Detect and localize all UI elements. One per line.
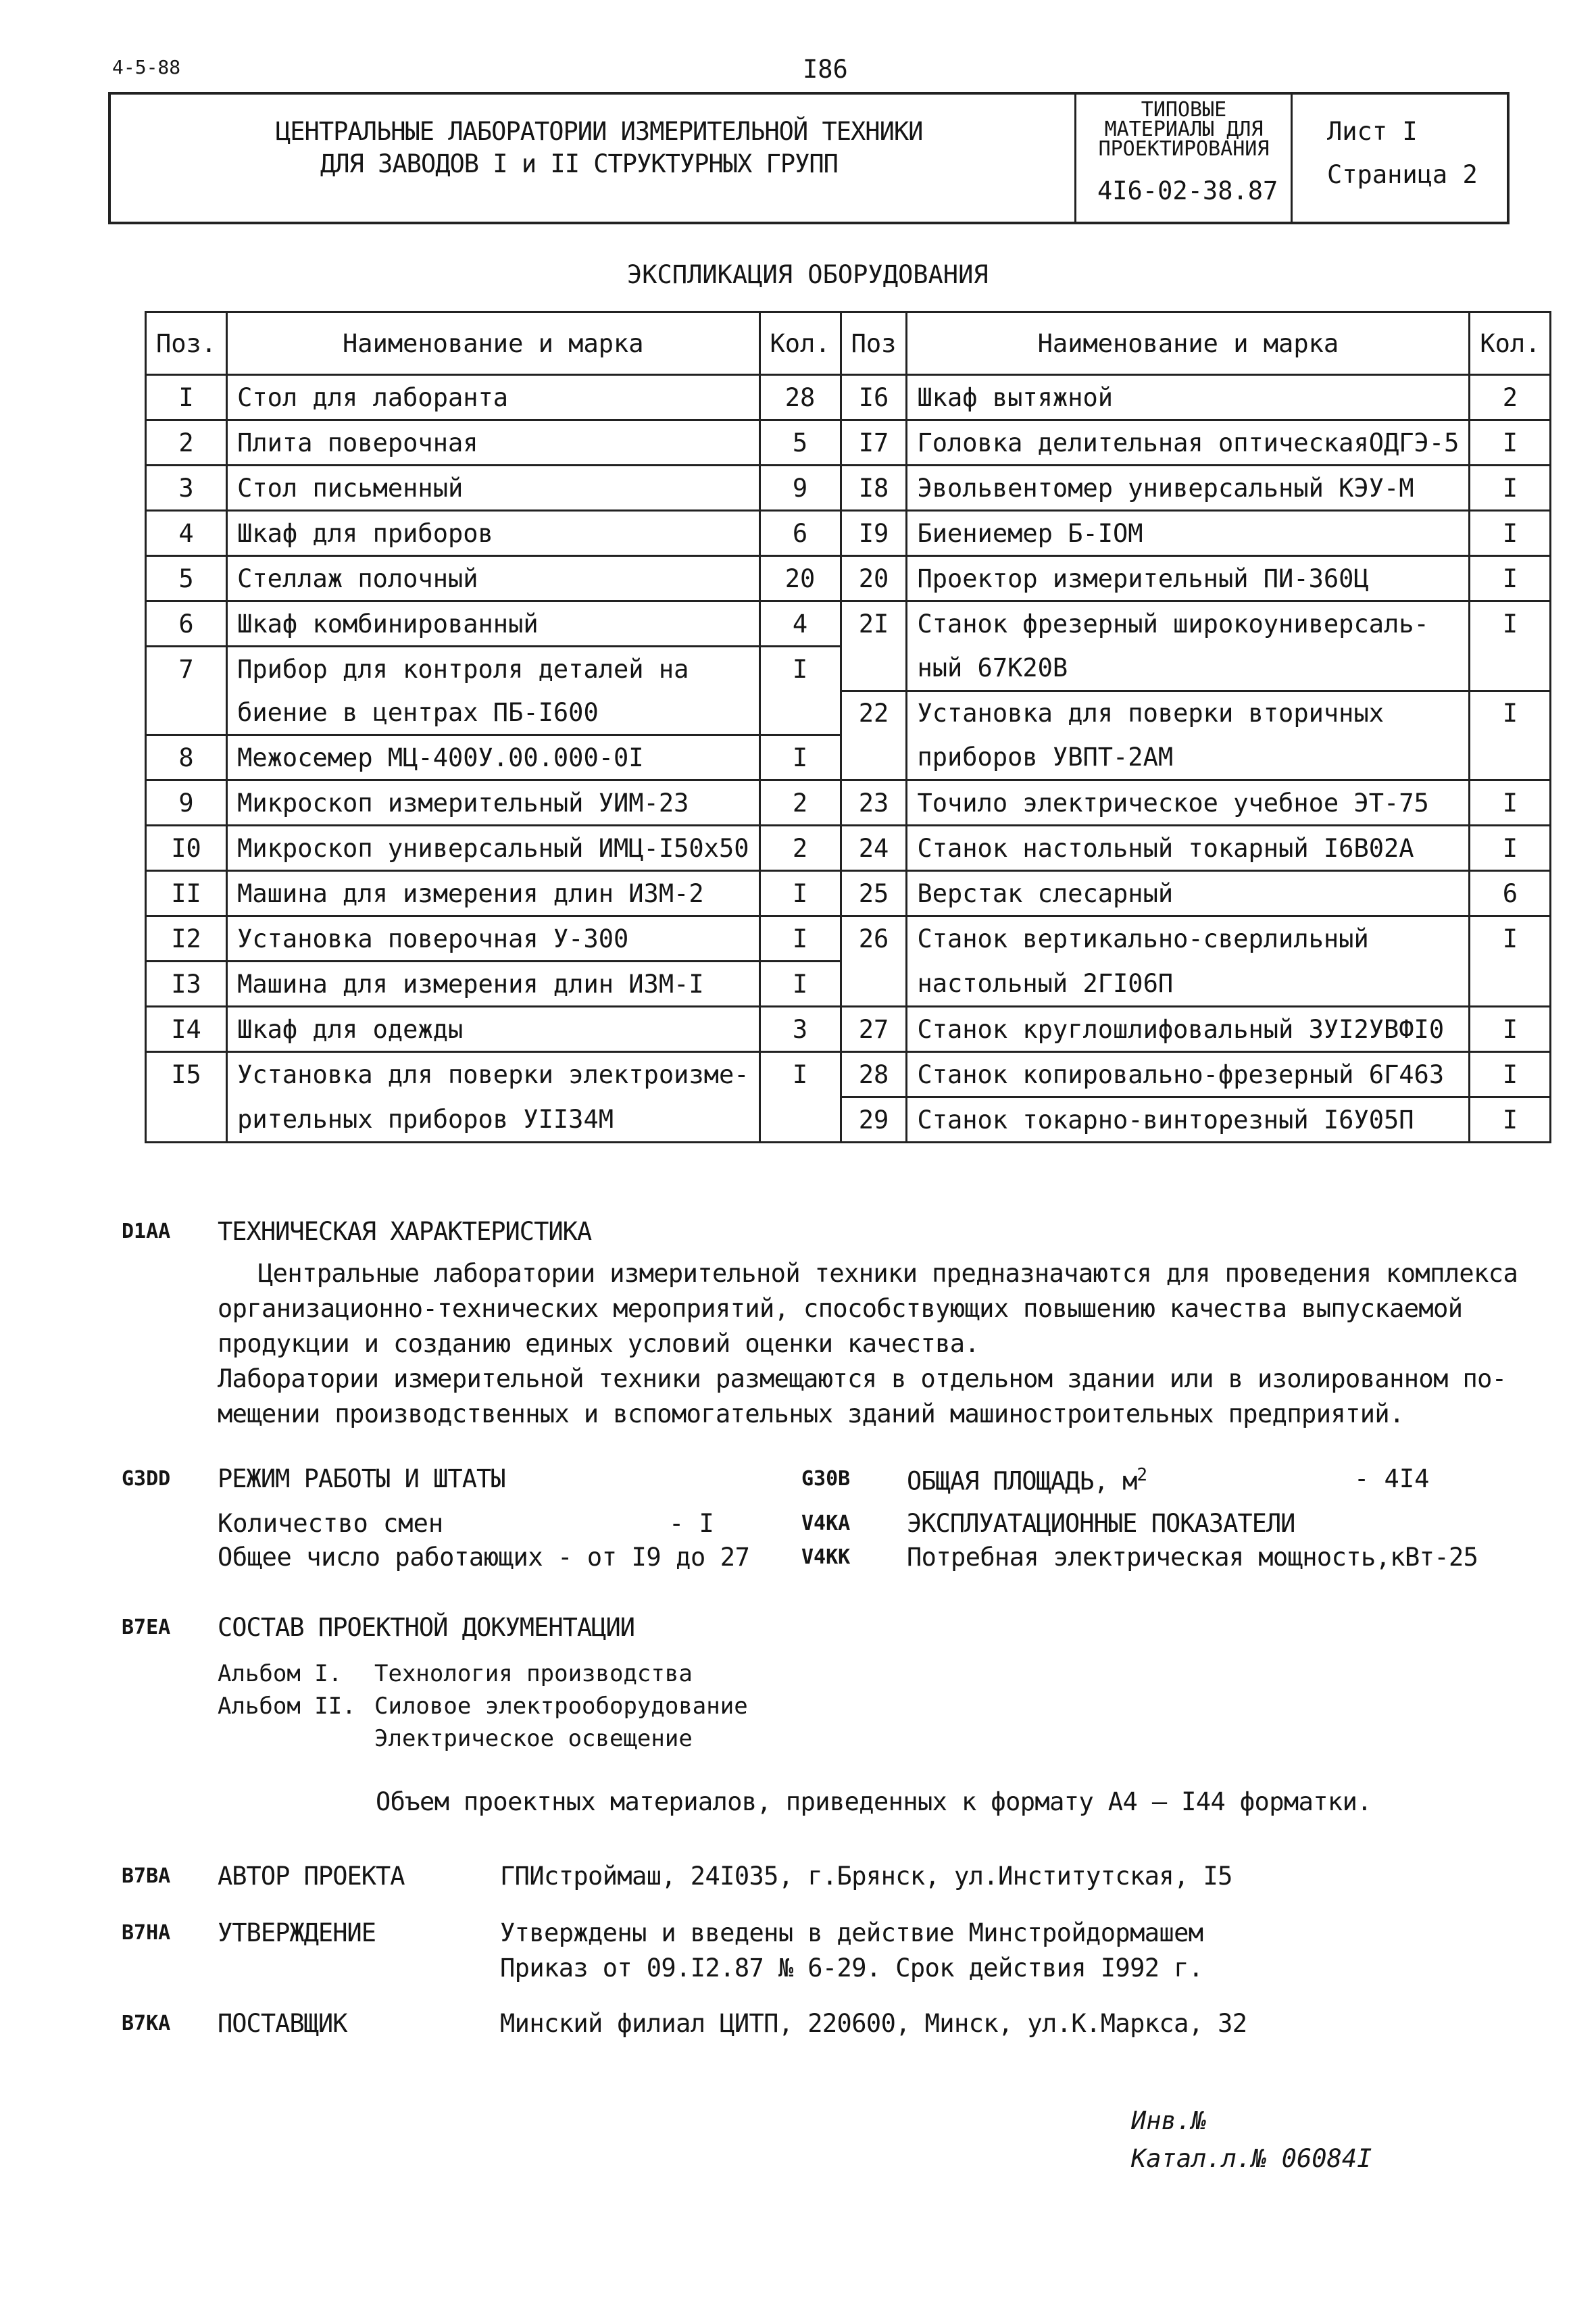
qty-cell: 28: [759, 375, 841, 420]
document-code: 4-5-88: [112, 56, 181, 78]
name-cell: биение в центрах ПБ-I600: [227, 691, 759, 735]
pos-cell-2: 23: [841, 780, 907, 826]
name-cell-2: Верстак слесарный: [907, 871, 1470, 916]
name-cell: Установка для поверки электроизме-: [227, 1052, 759, 1097]
qty-cell: 2: [759, 780, 841, 826]
qty-cell: [759, 1097, 841, 1143]
table-row: [146, 871, 1551, 916]
name-cell: Межосемер МЦ-400У.00.000-0I: [227, 735, 759, 780]
qty-cell-2: I: [1470, 1097, 1551, 1143]
performance-code: V4KA: [801, 1512, 851, 1535]
qty-cell-2: I: [1470, 826, 1551, 871]
composition-code: B7EA: [122, 1616, 171, 1639]
name-cell: Микроскоп измерительный УИМ-23: [227, 780, 759, 826]
name-cell: Микроскоп универсальный ИМЦ-I50x50: [227, 826, 759, 871]
equipment-table: [145, 311, 1551, 1143]
title-block: [108, 92, 1510, 224]
qty-cell-2: I: [1470, 511, 1551, 556]
pos-cell: 9: [146, 780, 227, 826]
name-cell-2: Станок фрезерный широкоуниверсаль-: [907, 601, 1470, 647]
name-cell-2: Биениемер Б-IOM: [907, 511, 1470, 556]
qty-cell: I: [759, 962, 841, 1007]
pos-cell: 4: [146, 511, 227, 556]
name-cell-2: Станок настольный токарный I6В02А: [907, 826, 1470, 871]
qty-cell: 5: [759, 420, 841, 466]
table-row: [146, 962, 1551, 1007]
table-row: [146, 511, 1551, 556]
col-qty: Кол.: [759, 312, 841, 375]
qty-cell-2: I: [1470, 691, 1551, 735]
tech-line-4: Лаборатории измерительной техники размещаются в отдельном здании или в изолированном по-: [218, 1364, 1507, 1393]
name-cell: Машина для измерения длин ИЗМ-2: [227, 871, 759, 916]
author-text: ГПИстроймаш, 24I035, г.Брянск, ул.Институтская, I5: [500, 1862, 1232, 1891]
pos-cell-2: [841, 647, 907, 691]
pos-cell: 6: [146, 601, 227, 647]
table-row: [146, 826, 1551, 871]
name-cell: Установка поверочная У-300: [227, 916, 759, 962]
name-cell-2: Станок вертикально-сверлильный: [907, 916, 1470, 962]
name-cell-2: Установка для поверки вторичных: [907, 691, 1470, 735]
name-cell: Плита поверочная: [227, 420, 759, 466]
name-cell: Стеллаж полочный: [227, 556, 759, 601]
qty-cell: 6: [759, 511, 841, 556]
catalog-number: Катал.л.№ 06084I: [1131, 2144, 1372, 2173]
qty-cell-2: 6: [1470, 871, 1551, 916]
pos-cell-2: 29: [841, 1097, 907, 1143]
name-cell-2: настольный 2ГI06П: [907, 962, 1470, 1007]
page-label: Страница 2: [1327, 160, 1478, 189]
qty-cell: 4: [759, 601, 841, 647]
tech-line-1: Центральные лаборатории измерительной техники предназначаются для проведения комплекса: [258, 1259, 1518, 1288]
pos-cell-2: 26: [841, 916, 907, 962]
area-value: - 4I4: [1354, 1464, 1430, 1493]
table-header-row: [146, 312, 1551, 375]
table-row: [146, 735, 1551, 780]
tech-code: D1AA: [122, 1220, 171, 1243]
supplier-text: Минский филиал ЦИТП, 220600, Минск, ул.К.Маркса, 32: [500, 2009, 1247, 2038]
qty-cell: 20: [759, 556, 841, 601]
qty-cell-2: 2: [1470, 375, 1551, 420]
equipment-title: ЭКСПЛИКАЦИЯ ОБОРУДОВАНИЯ: [627, 260, 989, 289]
col-pos: Поз.: [146, 312, 227, 375]
table-row: [146, 556, 1551, 601]
supplier-label: ПОСТАВЩИК: [218, 2009, 347, 2038]
name-cell-2: Проектор измерительный ПИ-360Ц: [907, 556, 1470, 601]
pos-cell: 3: [146, 466, 227, 511]
col-qty-2: Кол.: [1470, 312, 1551, 375]
col-name-2: Наименование и марка: [907, 312, 1470, 375]
table-row: [146, 916, 1551, 962]
typical-materials-label: ТИПОВЫЕ МАТЕРИАЛЫ ДЛЯ ПРОЕКТИРОВАНИЯ: [1098, 98, 1270, 161]
performance-heading: ЭКСПЛУАТАЦИОННЫЕ ПОКАЗАТЕЛИ: [907, 1509, 1295, 1538]
pos-cell: I3: [146, 962, 227, 1007]
name-cell: Машина для измерения длин ИЗМ-I: [227, 962, 759, 1007]
pos-cell-2: 20: [841, 556, 907, 601]
workers-count: Общее число работающих - от I9 до 27: [218, 1543, 750, 1572]
tech-line-2: организационно-технических мероприятий, способствующих повышению качества выпускаемой: [218, 1294, 1463, 1323]
name-cell-2: Эвольвентомер универсальный КЭУ-М: [907, 466, 1470, 511]
qty-cell: I: [759, 916, 841, 962]
shifts-value: - I: [669, 1509, 714, 1538]
qty-cell: I: [759, 735, 841, 780]
pos-cell-2: 24: [841, 826, 907, 871]
pos-cell: [146, 1097, 227, 1143]
name-cell: Шкаф для приборов: [227, 511, 759, 556]
page-number: I86: [803, 55, 848, 84]
pos-cell-2: I7: [841, 420, 907, 466]
qty-cell-2: [1470, 647, 1551, 691]
pos-cell: 7: [146, 647, 227, 691]
pos-cell-2: [841, 962, 907, 1007]
power-code: V4KK: [801, 1545, 851, 1569]
name-cell: Шкаф для одежды: [227, 1007, 759, 1052]
title-line-1: ЦЕНТРАЛЬНЫЕ ЛАБОРАТОРИИ ИЗМЕРИТЕЛЬНОЙ ТЕХНИКИ: [276, 117, 923, 146]
pos-cell: II: [146, 871, 227, 916]
name-cell: рительных приборов УII34М: [227, 1097, 759, 1143]
pos-cell: 8: [146, 735, 227, 780]
col-pos-2: Поз: [841, 312, 907, 375]
area-label: ОБЩАЯ ПЛОЩАДЬ, $м^2$: [907, 1465, 1147, 1496]
pos-cell-2: 28: [841, 1052, 907, 1097]
qty-cell-2: I: [1470, 916, 1551, 962]
col-name: Наименование и марка: [227, 312, 759, 375]
album-1-label: Альбом I.: [218, 1660, 343, 1687]
table-row: [146, 420, 1551, 466]
pos-cell-2: I6: [841, 375, 907, 420]
qty-cell-2: [1470, 735, 1551, 780]
approval-text-1: Утверждены и введены в действие Минстройдормашем: [500, 1918, 1203, 1947]
name-cell-2: Станок копировально-фрезерный 6Г463: [907, 1052, 1470, 1097]
pos-cell: [146, 691, 227, 735]
table-row: [146, 1052, 1551, 1097]
qty-cell-2: I: [1470, 1007, 1551, 1052]
inventory-number: Инв.№: [1131, 2106, 1207, 2135]
name-cell-2: Шкаф вытяжной: [907, 375, 1470, 420]
doc-number: 4I6-02-38.87: [1097, 176, 1278, 205]
qty-cell: 2: [759, 826, 841, 871]
volume-note: Объем проектных материалов, приведенных к формату А4 — I44 форматки.: [376, 1787, 1372, 1816]
qty-cell: 9: [759, 466, 841, 511]
pos-cell: I2: [146, 916, 227, 962]
tech-line-5: мещении производственных и вспомогательных зданий машиностроительных предприятий.: [218, 1399, 1404, 1428]
pos-cell-2: I8: [841, 466, 907, 511]
name-cell: Прибор для контроля деталей на: [227, 647, 759, 691]
table-row: [146, 601, 1551, 647]
area-code: G30B: [801, 1467, 851, 1491]
name-cell-2: Точило электрическое учебное ЭТ-75: [907, 780, 1470, 826]
supplier-code: B7KA: [122, 2012, 171, 2035]
composition-heading: СОСТАВ ПРОЕКТНОЙ ДОКУМЕНТАЦИИ: [218, 1613, 635, 1642]
qty-cell: [759, 691, 841, 735]
qty-cell: I: [759, 1052, 841, 1097]
name-cell-2: Станок токарно-винторезный I6У05П: [907, 1097, 1470, 1143]
pos-cell-2: 2I: [841, 601, 907, 647]
album-1-text: Технология производства: [374, 1660, 693, 1687]
pos-cell: I0: [146, 826, 227, 871]
qty-cell-2: I: [1470, 466, 1551, 511]
album-2-text: Силовое электрооборудование: [374, 1693, 748, 1720]
pos-cell: 5: [146, 556, 227, 601]
table-row: [146, 375, 1551, 420]
table-row: [146, 691, 1551, 735]
qty-cell-2: I: [1470, 780, 1551, 826]
qty-cell: 3: [759, 1007, 841, 1052]
pos-cell: I5: [146, 1052, 227, 1097]
name-cell-2: приборов УВПТ-2АМ: [907, 735, 1470, 780]
pos-cell-2: I9: [841, 511, 907, 556]
tech-heading: ТЕХНИЧЕСКАЯ ХАРАКТЕРИСТИКА: [218, 1217, 592, 1246]
qty-cell: I: [759, 871, 841, 916]
regime-code: G3DD: [122, 1467, 171, 1491]
pos-cell-2: 27: [841, 1007, 907, 1052]
qty-cell: I: [759, 647, 841, 691]
pos-cell: 2: [146, 420, 227, 466]
album-2-label: Альбом II.: [218, 1693, 356, 1720]
table-row: [146, 466, 1551, 511]
author-label: АВТОР ПРОЕКТА: [218, 1862, 405, 1891]
name-cell-2: Головка делительная оптическаяОДГЭ-5: [907, 420, 1470, 466]
regime-heading: РЕЖИМ РАБОТЫ И ШТАТЫ: [218, 1464, 505, 1493]
album-2-text-2: Электрическое освещение: [374, 1725, 693, 1752]
power-requirement: Потребная электрическая мощность,кВт-25: [907, 1543, 1478, 1572]
pos-cell-2: 22: [841, 691, 907, 735]
name-cell: Стол для лаборанта: [227, 375, 759, 420]
name-cell: Стол письменный: [227, 466, 759, 511]
qty-cell-2: I: [1470, 601, 1551, 647]
tech-line-3: продукции и созданию единых условий оценки качества.: [218, 1329, 980, 1358]
qty-cell-2: I: [1470, 556, 1551, 601]
pos-cell-2: 25: [841, 871, 907, 916]
title-line-2: ДЛЯ ЗАВОДОВ I и II СТРУКТУРНЫХ ГРУПП: [320, 149, 838, 178]
name-cell: Шкаф комбинированный: [227, 601, 759, 647]
table-row: [146, 780, 1551, 826]
pos-cell-2: [841, 735, 907, 780]
qty-cell-2: I: [1470, 1052, 1551, 1097]
sheet-label: Лист I: [1327, 117, 1418, 146]
approval-text-2: Приказ от 09.I2.87 № 6-29. Срок действия I992 г.: [500, 1953, 1203, 1983]
table-row: [146, 1007, 1551, 1052]
table-row: [146, 1097, 1551, 1143]
pos-cell: I: [146, 375, 227, 420]
shifts-label: Количество смен: [218, 1509, 444, 1538]
pos-cell: I4: [146, 1007, 227, 1052]
qty-cell-2: I: [1470, 420, 1551, 466]
name-cell-2: Станок круглошлифовальный 3УI2УВФI0: [907, 1007, 1470, 1052]
author-code: B7BA: [122, 1864, 171, 1888]
approval-code: B7HA: [122, 1921, 171, 1945]
qty-cell-2: [1470, 962, 1551, 1007]
approval-label: УТВЕРЖДЕНИЕ: [218, 1918, 376, 1947]
table-row: [146, 647, 1551, 691]
name-cell-2: ный 67К20В: [907, 647, 1470, 691]
